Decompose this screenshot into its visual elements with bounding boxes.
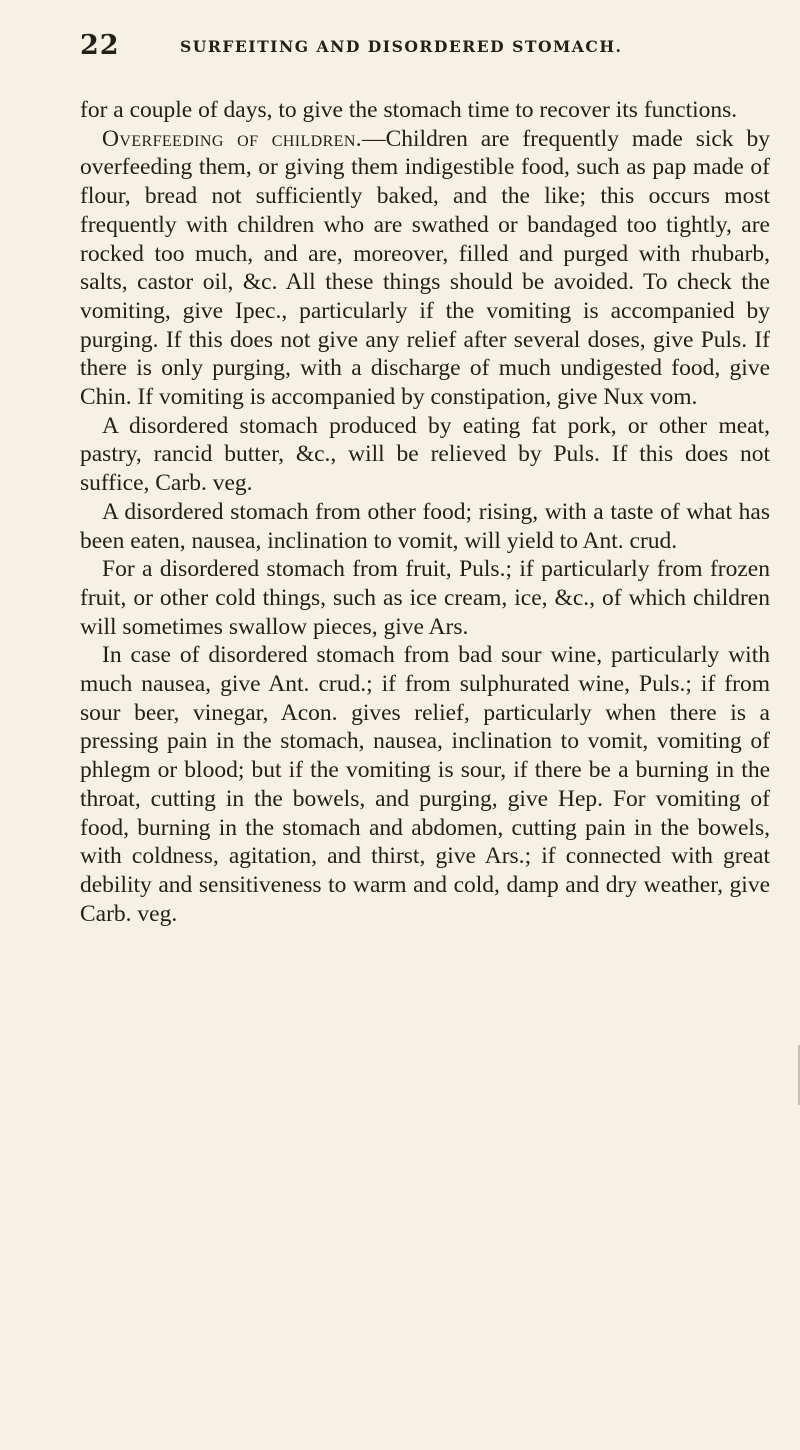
paragraph-overfeeding — [80, 125, 770, 412]
paragraph-fat-pork: A disordered stomach produced by eating fat pork, or other meat, pastry, rancid butter, &c., will be relieved by Puls. If this does not suffice, Carb. veg. — [80, 412, 770, 497]
paragraph-other-food: A disordered stomach from other food; rising, with a taste of what has been eaten, nausea, inclination to vomit, will yield to Ant. crud. — [80, 498, 770, 554]
page-number: 22 — [80, 30, 120, 61]
running-head: SURFEITING AND DISORDERED STOMACH. — [180, 37, 623, 56]
body-text — [80, 96, 770, 928]
section-heading: Overfeeding of children. — [102, 125, 363, 152]
paragraph-sour-wine: In case of disordered stomach from bad sour wine, particularly with much nausea, give Ant. crud.; if from sulphurated wine, Puls.; if from sour beer, vinegar, Acon. gives relief, particularly when there is a pressing pain in the stomach, nausea, inclination to vomit, vomiting of phlegm or blood; but if the vomiting is sour, if there be a burning in the throat, cutting in the bowels, and purging, give Hep. For vomiting of food, burning in the stomach and abdomen, cutting pain in the bowels, with coldness, agitation, and thirst, give Ars.; if connected with great debility and sensitiveness to warm and cold, damp and dry weather, give Carb. veg. — [80, 642, 770, 927]
page-header — [80, 30, 770, 70]
paragraph-text: —Children are frequently made sick by overfeeding them, or giving them indigestible food, such as pap made of flour, bread not sufficiently baked, and the like; this occurs most frequently with children who are swathed or bandaged too tightly, are rocked too much, and are, moreover, filled and purged with rhubarb, salts, castor oil, &c. All these things should be avoided. To check the vomiting, give Ipec., particularly if the vomiting is accompanied by purging. If this does not give any relief after several doses, give Puls. If there is only purging, with a discharge of much undigested food, give Chin. If vomiting is accompanied by constipation, give Nux vom. — [80, 125, 770, 411]
paragraph-continuation: for a couple of days, to give the stomach time to recover its functions. — [80, 97, 738, 123]
paragraph-fruit: For a disordered stomach from fruit, Puls.; if particularly from frozen fruit, or other cold things, such as ice cream, ice, &c., of which children will sometimes swallow pieces, give Ars. — [80, 556, 770, 640]
